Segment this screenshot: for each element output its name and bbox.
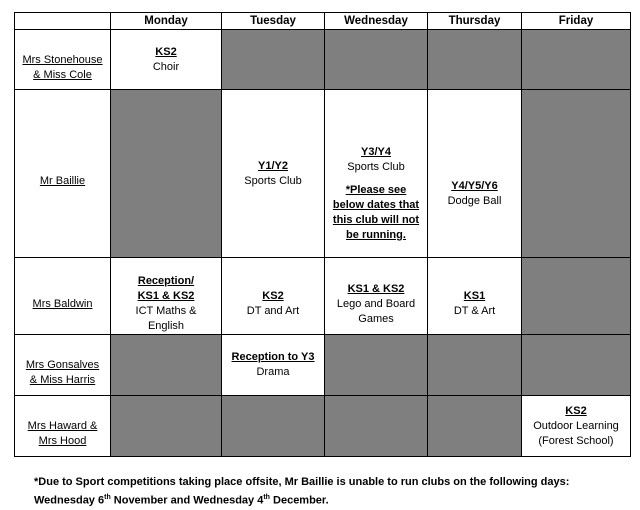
club-name: Sports Club bbox=[347, 160, 405, 173]
club-cell-wednesday bbox=[325, 258, 428, 335]
header-monday: Monday bbox=[111, 13, 222, 30]
club-name-line: Lego and Board bbox=[336, 297, 416, 310]
blocked-cell bbox=[222, 396, 325, 457]
header-row bbox=[15, 13, 631, 30]
club-group: KS1 & KS2 bbox=[347, 282, 405, 295]
footnote-line-2 bbox=[34, 490, 594, 509]
header-friday: Friday bbox=[522, 13, 631, 30]
club-group: Y1/Y2 bbox=[258, 159, 288, 172]
footnote-superscript: th bbox=[104, 494, 111, 501]
staff-name-line: Mrs Baldwin bbox=[32, 297, 93, 310]
blocked-cell bbox=[325, 30, 428, 90]
staff-name-line: & Miss Harris bbox=[29, 374, 96, 386]
staff-name-line: Mr Baillie bbox=[39, 175, 86, 187]
clubs-timetable bbox=[14, 12, 631, 457]
blocked-cell bbox=[522, 335, 631, 396]
staff-cell bbox=[15, 90, 111, 258]
footnote-text: December. bbox=[269, 494, 329, 507]
table-row bbox=[15, 396, 631, 457]
club-name-line: English bbox=[147, 320, 185, 332]
club-note bbox=[327, 183, 425, 243]
note-line: below dates that bbox=[332, 198, 420, 211]
club-group: Y3/Y4 bbox=[361, 145, 391, 158]
club-name-line: Games bbox=[358, 312, 394, 325]
staff-cell bbox=[15, 258, 111, 335]
club-cell-tuesday bbox=[222, 335, 325, 396]
blocked-cell bbox=[428, 396, 522, 457]
club-cell-thursday bbox=[428, 258, 522, 335]
table-row bbox=[15, 90, 631, 258]
note-line: this club will not bbox=[332, 213, 420, 226]
club-cell-tuesday bbox=[222, 258, 325, 335]
footnote-line-1: *Due to Sport competitions taking place offsite, Mr Baillie is unable to run clubs on the following days: bbox=[34, 476, 570, 488]
blocked-cell bbox=[111, 90, 222, 258]
staff-name-line: Mrs Gonsalves bbox=[25, 359, 100, 371]
club-cell-monday bbox=[111, 30, 222, 90]
footnote-text: November and Wednesday 4 bbox=[110, 494, 264, 507]
footnote bbox=[34, 474, 594, 509]
staff-name-line: Mrs Haward & bbox=[27, 420, 98, 432]
table-row bbox=[15, 30, 631, 90]
club-cell-tuesday bbox=[222, 90, 325, 258]
blocked-cell bbox=[522, 30, 631, 90]
club-name: Drama bbox=[256, 366, 290, 378]
club-name bbox=[113, 304, 219, 334]
staff-cell bbox=[15, 396, 111, 457]
club-group: KS2 bbox=[262, 290, 284, 302]
club-group: Y4/Y5/Y6 bbox=[451, 179, 498, 192]
club-group bbox=[113, 274, 219, 304]
header-wednesday: Wednesday bbox=[325, 13, 428, 30]
club-group: Reception to Y3 bbox=[231, 351, 315, 363]
club-name bbox=[327, 297, 425, 327]
club-name: DT and Art bbox=[246, 305, 300, 317]
club-cell-wednesday bbox=[325, 90, 428, 258]
blocked-cell bbox=[428, 30, 522, 90]
staff-cell bbox=[15, 30, 111, 90]
table-row bbox=[15, 258, 631, 335]
club-name-line: (Forest School) bbox=[538, 434, 614, 447]
note-line: be running. bbox=[346, 228, 406, 241]
header-tuesday: Tuesday bbox=[222, 13, 325, 30]
club-name-line: ICT Maths & bbox=[135, 305, 197, 317]
blocked-cell bbox=[428, 335, 522, 396]
club-name: DT & Art bbox=[453, 305, 496, 317]
club-cell-thursday bbox=[428, 90, 522, 258]
corner-cell bbox=[15, 13, 111, 30]
table-row bbox=[15, 335, 631, 396]
blocked-cell bbox=[325, 396, 428, 457]
staff-name-line: & Miss Cole bbox=[33, 68, 92, 81]
blocked-cell bbox=[111, 396, 222, 457]
club-group: KS1 bbox=[463, 290, 486, 302]
blocked-cell bbox=[325, 335, 428, 396]
blocked-cell bbox=[111, 335, 222, 396]
club-cell-friday bbox=[522, 396, 631, 457]
club-name: Dodge Ball bbox=[447, 194, 502, 207]
footnote-text: Wednesday 6 bbox=[34, 494, 105, 507]
staff-name-line: Mrs Hood bbox=[38, 435, 87, 447]
blocked-cell bbox=[522, 90, 631, 258]
club-name-line: Outdoor Learning bbox=[533, 419, 619, 432]
club-group-line: Reception/ bbox=[137, 275, 195, 287]
club-name: Sports Club bbox=[244, 174, 302, 187]
blocked-cell bbox=[522, 258, 631, 335]
staff-name-line: Mrs Stonehouse bbox=[22, 53, 103, 66]
club-cell-monday bbox=[111, 258, 222, 335]
header-thursday: Thursday bbox=[428, 13, 522, 30]
club-name bbox=[524, 419, 628, 449]
club-group: KS2 bbox=[155, 45, 177, 58]
club-name: Choir bbox=[152, 60, 180, 73]
staff-cell bbox=[15, 335, 111, 396]
blocked-cell bbox=[222, 30, 325, 90]
club-group-line: KS1 & KS2 bbox=[137, 290, 195, 302]
club-group: KS2 bbox=[565, 404, 587, 417]
footnote-superscript: th bbox=[263, 494, 270, 501]
note-line: *Please see bbox=[345, 183, 407, 196]
